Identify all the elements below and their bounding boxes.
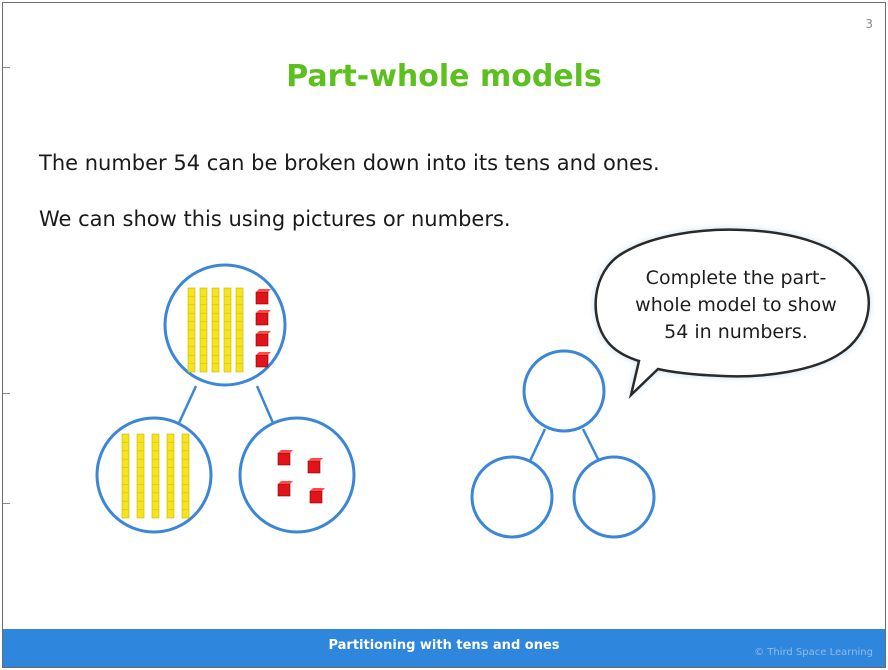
body-text-line-1: The number 54 can be broken down into its tens and ones. (39, 151, 660, 175)
footer-bar (3, 629, 885, 667)
ones-cube (278, 453, 290, 465)
slide (2, 2, 886, 668)
ones-part-circle (240, 418, 354, 532)
speech-bubble-line: Complete the part- (645, 267, 827, 289)
page-number: 3 (865, 17, 873, 31)
connector-line (179, 386, 196, 423)
ones-cube (308, 461, 320, 473)
slide-title: Part-whole models (286, 59, 602, 94)
ones-cube (256, 313, 268, 325)
ones-cube (278, 484, 290, 496)
ones-cube (256, 292, 268, 304)
ones-cube (256, 355, 268, 367)
ones-cube (310, 491, 322, 503)
copyright-text: © Third Space Learning (754, 647, 873, 658)
ones-cube (256, 334, 268, 346)
connector-line (583, 429, 599, 461)
pictorial-part-whole-model (97, 265, 354, 532)
speech-bubble-line: whole model to show (635, 294, 837, 316)
footer-title: Partitioning with tens and ones (328, 638, 560, 653)
whole-answer-circle[interactable] (524, 351, 604, 431)
connector-line (530, 429, 545, 461)
tens-answer-circle[interactable] (472, 457, 552, 537)
ones-answer-circle[interactable] (574, 457, 654, 537)
connector-line (257, 386, 273, 423)
speech-bubble-line: 54 in numbers. (664, 321, 808, 343)
body-text-line-2: We can show this using pictures or numbers. (39, 207, 511, 231)
speech-bubble-text (621, 265, 851, 346)
numeric-part-whole-model (472, 351, 654, 537)
